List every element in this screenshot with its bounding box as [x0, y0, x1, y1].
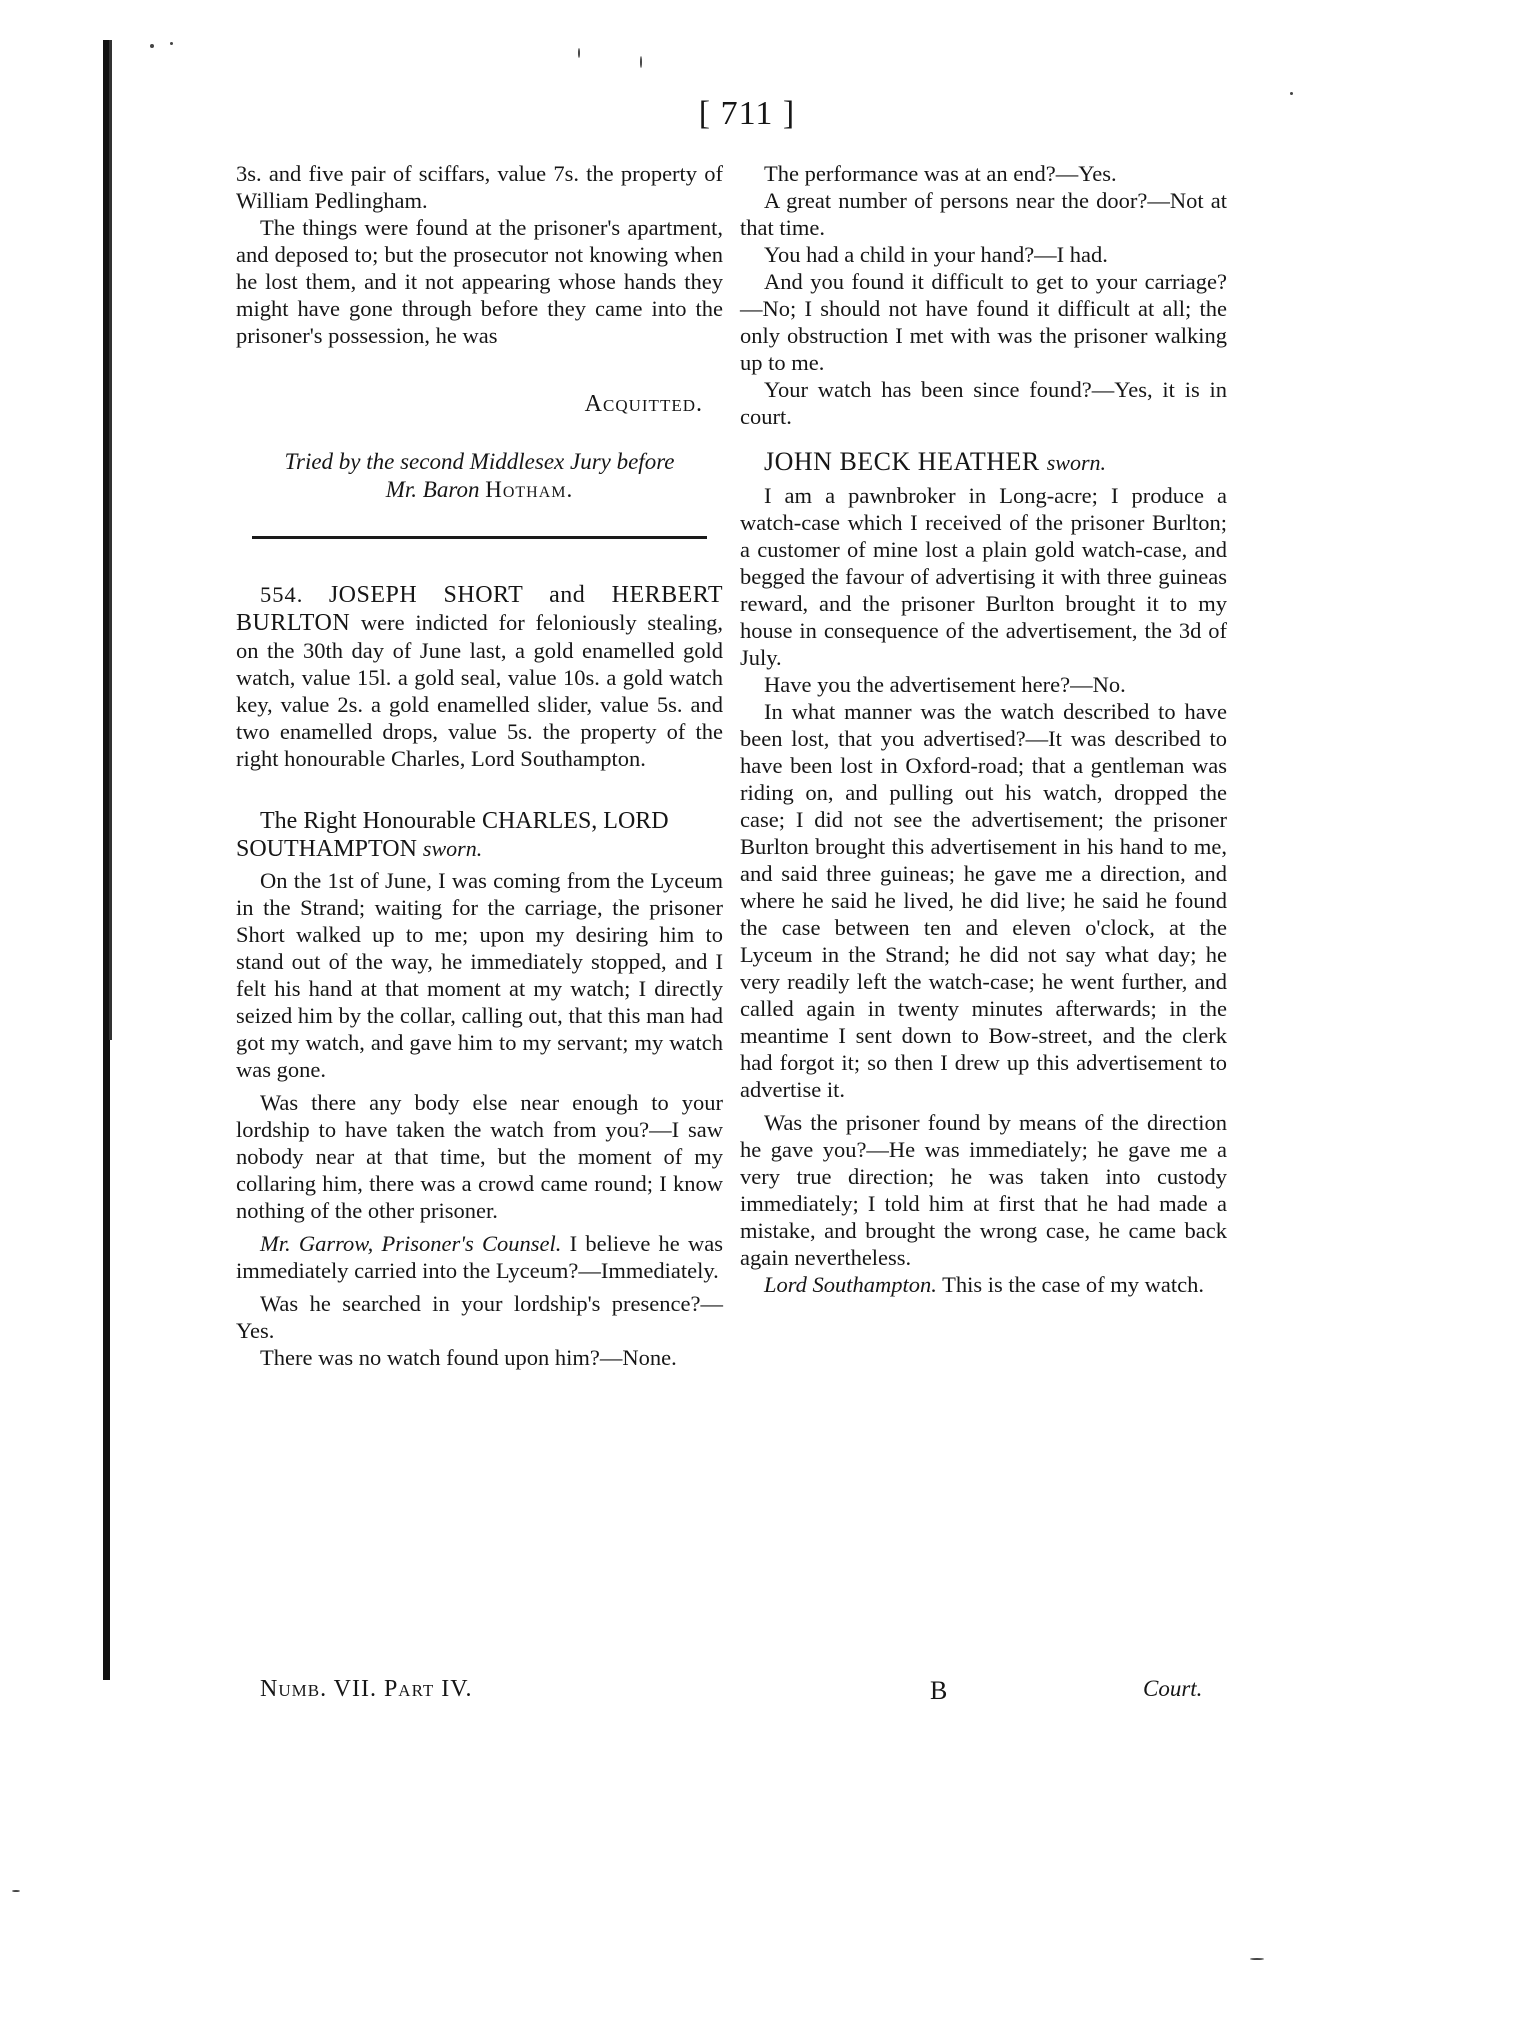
paragraph: Was the prisoner found by means of the direction he gave you?—He was immediately; he gave me a very true direction; he was taken into custody immediately; I told him at first that he had made a mistake, and brought the wrong case, he came back again nevertheless. — [740, 1110, 1227, 1270]
catchword: Court. — [1143, 1676, 1203, 1701]
case-number: 554. — [260, 582, 304, 607]
verdict: Acquitted. — [584, 391, 703, 417]
paragraph: Have you the advertisement here?—No. — [764, 672, 1126, 697]
case-indictment: were indicted for feloniously stealing, on the 30th day of June last, a gold enamelled gold watch, value 15l. a gold seal, value 10s. a gold watch key, value 2s. a gold enamelled slider, value 5s. and two enamelled drops, value 5s. the property of the right honourable Charles, Lord Southampton. — [236, 610, 723, 771]
scan-speck — [170, 42, 173, 45]
scan-speck — [150, 44, 154, 48]
witness-sworn: sworn. — [1046, 450, 1107, 475]
speaker: Mr. Garrow, Prisoner's Counsel. — [260, 1231, 562, 1256]
right-column — [740, 160, 1227, 1298]
speech: I believe he was immediately carried into the Lyceum?—Immediately. — [236, 1231, 724, 1283]
scan-speck — [578, 48, 580, 58]
paragraph: On the 1st of June, I was coming from the Lyceum in the Strand; waiting for the carriage, the prisoner Short walked up to me; upon my desiring him to stand out of the way, he immediately stopped, and I felt his hand at that moment at my watch; I directly seized him by the collar, calling out, that this man had got my watch, and gave him to my servant; my watch was gone. — [236, 868, 723, 1082]
signature-line: Numb. VII. Part IV. — [260, 1676, 473, 1702]
witness-name: JOHN BECK HEATHER — [764, 447, 1040, 476]
jury-note-line: Tried by the second Middlesex Jury before — [284, 449, 675, 474]
case-heading — [236, 581, 723, 772]
section-divider — [252, 536, 707, 539]
witness-heading — [236, 808, 723, 863]
scan-speck — [1250, 1958, 1264, 1960]
witness-name: The Right Honourable CHARLES, LORD SOUTHAMPTON — [236, 808, 669, 862]
paragraph: In what manner was the watch described to have been lost, that you advertised?—It was described to have been lost in Oxford-road; that a gentleman was riding on, and pulling out his watch, dropped the case; I did not see the advertisement; the prisoner Burlton brought this advertisement in his hand to me, and said three guineas; he gave me a direction, and where he said he lived, he did live; he said he found the case between ten and eleven o'clock, at the Lyceum in the Strand; he did not say what day; he very readily left the watch-case; he went further, and called again in twenty minutes afterwards; in the meantime I sent down to Bow-street, and the clerk had forgot it; so then I drew up this advertisement to advertise it. — [740, 699, 1227, 1102]
witness-heading — [740, 448, 1227, 476]
judge-name: Hotham. — [485, 477, 574, 502]
paragraph: 3s. and five pair of sciffars, value 7s. the property of William Pedlingham. — [236, 161, 723, 213]
jury-note — [236, 448, 723, 504]
paragraph: I am a pawnbroker in Long-acre; I produce a watch-case which I received of the prisoner Burlton; a customer of mine lost a plain gold watch-case, and begged the favour of advertising it with three guineas reward, and the prisoner Burlton brought it to my house in consequence of the advertisement, the 3d of July. — [740, 483, 1227, 670]
case-defendants: JOSEPH SHORT and HERBERT BURLTON — [236, 582, 723, 636]
jury-note-title: Mr. Baron — [385, 477, 480, 502]
speech: This is the case of my watch. — [942, 1272, 1204, 1297]
paragraph: A great number of persons near the door?—Not at that time. — [740, 188, 1227, 240]
left-column — [236, 160, 723, 1371]
paragraph: The performance was at an end?—Yes. — [764, 161, 1117, 186]
scan-speck — [12, 1890, 20, 1892]
sheet-mark: B — [930, 1676, 948, 1705]
scan-speck — [640, 56, 642, 68]
paragraph: And you found it difficult to get to your carriage?—No; I should not have found it difficult at all; the only obstruction I met with was the prisoner walking up to me. — [740, 269, 1227, 375]
speaker: Lord Southampton. — [764, 1272, 937, 1297]
paragraph: Was there any body else near enough to your lordship to have taken the watch from you?—I saw nobody near at that time, but the moment of my collaring him, there was a crowd came round; I know nothing of the other prisoner. — [236, 1090, 723, 1223]
scan-speck — [1290, 92, 1293, 95]
page-number: [ 711 ] — [698, 95, 796, 132]
paragraph: Your watch has been since found?—Yes, it is in court. — [740, 377, 1227, 429]
witness-sworn: sworn. — [422, 836, 483, 861]
paragraph: The things were found at the prisoner's apartment, and deposed to; but the prosecutor not knowing when he lost them, and it not appearing whose hands they might have gone through before they came into the prisoner's possession, he was — [236, 215, 723, 348]
paragraph: Was he searched in your lordship's presence?—Yes. — [236, 1291, 723, 1343]
paragraph: You had a child in your hand?—I had. — [764, 242, 1108, 267]
paragraph — [236, 1230, 723, 1284]
binding-edge-shadow — [109, 40, 112, 1040]
paragraph: There was no watch found upon him?—None. — [260, 1345, 677, 1370]
jury-note-line — [236, 476, 723, 504]
paragraph — [740, 1271, 1227, 1298]
